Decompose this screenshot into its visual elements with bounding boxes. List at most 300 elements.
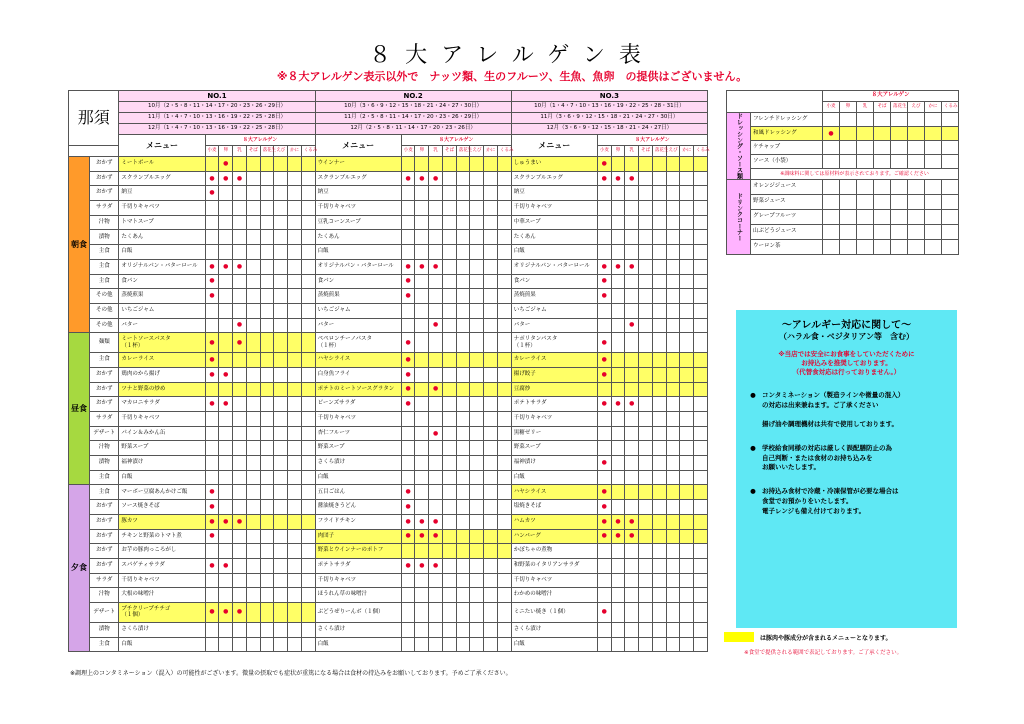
allergen-mark (301, 215, 315, 230)
allergen-mark (274, 544, 288, 559)
allergen-mark (625, 622, 639, 637)
allergen-mark (274, 201, 288, 216)
allergen-mark (415, 485, 429, 500)
allergen-mark (666, 441, 680, 456)
category-cell: 汁物 (90, 215, 119, 230)
allergen-mark (429, 274, 443, 289)
allergen-mark (288, 259, 302, 274)
table-row (69, 382, 708, 397)
allergen-mark (666, 500, 680, 515)
allergen-mark (652, 470, 666, 485)
table-row (69, 637, 708, 652)
allergen-mark (205, 470, 219, 485)
allergen-mark (639, 333, 653, 353)
allergen-mark (456, 274, 470, 289)
allergen-mark (694, 441, 708, 456)
allergen-mark (233, 622, 247, 637)
allergen-mark (484, 230, 498, 245)
side-row (727, 180, 959, 195)
allergen-mark (666, 637, 680, 652)
allergen-mark (205, 426, 219, 441)
allergen-mark (288, 303, 302, 318)
allergen-mark (246, 333, 260, 353)
menu-item: 白飯 (315, 637, 401, 652)
allergen-mark (274, 245, 288, 260)
allergen-mark (415, 412, 429, 427)
allergen-mark (301, 289, 315, 304)
allergen-mark (874, 195, 891, 210)
allergen-mark (666, 470, 680, 485)
allergen-mark (908, 240, 925, 255)
allergen-mark (288, 245, 302, 260)
menu-item: 蒸焼煎果 (119, 289, 205, 304)
allergen-mark (611, 544, 625, 559)
allergen-mark (484, 637, 498, 652)
allergen-mark (625, 274, 639, 289)
allergen-mark (233, 485, 247, 500)
table-row (69, 412, 708, 427)
allergen-mark (205, 588, 219, 603)
menu-item: いちごジャム (119, 303, 205, 318)
allergen-name: くるみ (301, 146, 315, 157)
allergen-mark (497, 367, 511, 382)
allergen-mark (874, 180, 891, 195)
info-subheading: （ハラル食・ベジタリアン等 含む） (778, 332, 915, 341)
allergen-mark (639, 382, 653, 397)
allergen-mark (415, 318, 429, 333)
allergen-mark (484, 588, 498, 603)
allergen-mark (597, 544, 611, 559)
allergen-mark (205, 303, 219, 318)
allergen-mark (415, 622, 429, 637)
allergen-mark (401, 303, 415, 318)
allergen-mark: ● (429, 514, 443, 529)
allergen-mark (233, 412, 247, 427)
allergen-mark (497, 500, 511, 515)
date-row (69, 124, 708, 135)
allergen-mark (857, 210, 874, 225)
allergen-mark (442, 544, 456, 559)
allergen-mark (470, 426, 484, 441)
allergen-mark (456, 426, 470, 441)
menu-header: メニュー (315, 135, 401, 157)
allergen-mark (908, 141, 925, 155)
allergen-mark (301, 573, 315, 588)
allergen-mark (652, 245, 666, 260)
allergen-mark (694, 470, 708, 485)
menu-item: ぶどうぜりーんボ（１個） (315, 602, 401, 622)
allergen-mark (680, 573, 694, 588)
allergen-mark (823, 225, 840, 240)
table-row (69, 558, 708, 573)
allergen-mark (274, 573, 288, 588)
side-row (727, 113, 959, 127)
allergen-mark: ● (625, 529, 639, 544)
allergen-mark (456, 230, 470, 245)
allergen-mark (233, 230, 247, 245)
allergen-mark (840, 225, 857, 240)
allergen-mark (401, 588, 415, 603)
allergen-mark (233, 397, 247, 412)
menu-dates: 12月（1・4・7・10・13・16・19・22・25・28日） (119, 124, 315, 135)
allergen-mark (288, 274, 302, 289)
allergen-mark (639, 215, 653, 230)
menu-item: 鶏肉のから揚げ (119, 367, 205, 382)
allergen-mark: ● (205, 485, 219, 500)
allergen-mark (680, 441, 694, 456)
allergen-mark: ● (401, 259, 415, 274)
allergen-mark (639, 303, 653, 318)
side-note-row (727, 169, 959, 180)
allergen-mark (840, 180, 857, 195)
allergen-mark (652, 514, 666, 529)
side-allergen-header: ８大アレルゲン (823, 91, 959, 102)
allergen-mark (429, 622, 443, 637)
allergen-mark (456, 573, 470, 588)
allergen-mark (891, 155, 908, 169)
allergen-mark (680, 274, 694, 289)
allergen-mark (470, 456, 484, 471)
allergen-mark (497, 426, 511, 441)
allergen-mark (301, 274, 315, 289)
allergen-mark (233, 186, 247, 201)
allergen-mark (301, 367, 315, 382)
allergen-mark (666, 529, 680, 544)
allergen-mark (401, 318, 415, 333)
allergen-mark (925, 210, 942, 225)
allergen-mark (666, 397, 680, 412)
allergen-mark (497, 230, 511, 245)
allergen-mark (470, 637, 484, 652)
allergen-mark (652, 201, 666, 216)
allergen-name: 乳 (625, 146, 639, 157)
category-cell: おかず (90, 558, 119, 573)
allergen-mark (652, 529, 666, 544)
allergen-mark (246, 588, 260, 603)
allergen-mark (205, 622, 219, 637)
allergen-mark (639, 441, 653, 456)
allergen-mark (219, 544, 233, 559)
allergen-name: くるみ (942, 102, 959, 113)
allergen-mark (639, 588, 653, 603)
allergen-mark (680, 558, 694, 573)
allergen-mark (611, 230, 625, 245)
allergen-mark (301, 622, 315, 637)
side-header-row (727, 91, 959, 102)
allergen-mark (456, 215, 470, 230)
allergen-mark (260, 573, 274, 588)
allergen-mark (246, 485, 260, 500)
allergen-mark (908, 210, 925, 225)
menu-item: 千切りキャベツ (315, 412, 401, 427)
allergen-mark: ● (219, 259, 233, 274)
allergen-mark (694, 333, 708, 353)
allergen-mark (611, 573, 625, 588)
allergen-mark (274, 514, 288, 529)
category-cell: おかず (90, 500, 119, 515)
allergen-mark (442, 274, 456, 289)
allergen-mark (219, 622, 233, 637)
allergen-mark (415, 367, 429, 382)
allergen-mark (401, 426, 415, 441)
allergen-mark (456, 441, 470, 456)
allergen-mark (484, 245, 498, 260)
allergen-mark (288, 333, 302, 353)
allergen-name: 卵 (840, 102, 857, 113)
allergen-mark (625, 333, 639, 353)
allergen-mark (666, 426, 680, 441)
allergen-mark (415, 333, 429, 353)
allergen-mark (497, 441, 511, 456)
info-item (744, 391, 949, 430)
allergen-mark (652, 318, 666, 333)
allergen-mark (415, 426, 429, 441)
category-cell: サラダ (90, 412, 119, 427)
allergen-mark (288, 426, 302, 441)
allergen-mark (639, 397, 653, 412)
category-cell: 主食 (90, 274, 119, 289)
allergen-mark (288, 367, 302, 382)
menu-item: ミートソースパスタ （１杯） (119, 333, 205, 353)
allergen-mark: ● (597, 397, 611, 412)
allergen-name: 乳 (233, 146, 247, 157)
allergen-name: かに (680, 146, 694, 157)
allergen-mark (219, 353, 233, 368)
allergen-mark (497, 470, 511, 485)
allergen-mark: ● (205, 333, 219, 353)
allergen-mark (442, 500, 456, 515)
allergen-mark (891, 113, 908, 127)
allergen-mark (625, 215, 639, 230)
allergen-mark (611, 318, 625, 333)
allergen-mark (429, 588, 443, 603)
allergen-mark (666, 353, 680, 368)
allergen-mark (470, 529, 484, 544)
allergen-mark (694, 544, 708, 559)
allergen-mark (470, 303, 484, 318)
allergen-mark (840, 141, 857, 155)
allergen-mark (246, 426, 260, 441)
allergen-mark (857, 195, 874, 210)
allergen-mark (301, 186, 315, 201)
allergen-mark (680, 500, 694, 515)
menu-item: オリジナルパン・バターロール (315, 259, 401, 274)
allergen-mark (219, 500, 233, 515)
menu-item: 五目ごはん (315, 485, 401, 500)
allergen-mark (442, 186, 456, 201)
allergen-mark (456, 289, 470, 304)
allergen-mark (823, 113, 840, 127)
allergen-mark (415, 186, 429, 201)
allergen-mark (639, 412, 653, 427)
menu-item: 白飯 (119, 470, 205, 485)
category-cell: おかず (90, 544, 119, 559)
menu-item: チキンと野菜のトマト煮 (119, 529, 205, 544)
allergen-mark: ● (429, 382, 443, 397)
allergen-mark (429, 215, 443, 230)
allergen-mark (611, 470, 625, 485)
allergen-mark (415, 588, 429, 603)
allergen-mark (288, 441, 302, 456)
allergen-mark (497, 382, 511, 397)
allergen-mark (219, 485, 233, 500)
allergen-mark (260, 485, 274, 500)
allergen-mark (301, 230, 315, 245)
allergen-mark (456, 456, 470, 471)
allergen-mark (470, 367, 484, 382)
allergen-mark (942, 240, 959, 255)
allergen-mark (639, 514, 653, 529)
allergen-mark (694, 382, 708, 397)
menu-dates: 12月（2・5・8・11・14・17・20・23・26日） (315, 124, 511, 135)
allergen-mark (639, 602, 653, 622)
allergen-mark (497, 529, 511, 544)
menu-item: 和野菜のイタリアンサラダ (511, 558, 597, 573)
allergen-mark (625, 456, 639, 471)
allergen-mark (666, 215, 680, 230)
allergen-mark (652, 456, 666, 471)
allergen-mark (274, 230, 288, 245)
allergen-mark (484, 514, 498, 529)
menu-item: 福神漬け (119, 456, 205, 471)
menu-item: ナポリタンパスタ （１杯） (511, 333, 597, 353)
allergen-mark (246, 274, 260, 289)
allergen-mark (597, 622, 611, 637)
allergen-mark (442, 259, 456, 274)
allergen-mark (429, 602, 443, 622)
category-cell: おかず (90, 367, 119, 382)
allergen-mark (260, 186, 274, 201)
side-allergen-table (726, 90, 959, 255)
allergen-mark (246, 259, 260, 274)
allergen-mark (694, 353, 708, 368)
allergen-mark: ● (597, 259, 611, 274)
info-heading: ～アレルギー対応に関して～ (781, 320, 912, 331)
allergen-mark: ● (401, 333, 415, 353)
allergen-mark (484, 573, 498, 588)
allergen-mark (442, 602, 456, 622)
allergen-mark (625, 367, 639, 382)
allergen-mark (233, 367, 247, 382)
allergen-mark (260, 456, 274, 471)
allergen-mark: ● (205, 529, 219, 544)
menu-item: 野菜スープ (315, 441, 401, 456)
allergen-mark (415, 245, 429, 260)
allergen-mark (484, 544, 498, 559)
allergen-mark (288, 289, 302, 304)
allergen-mark (694, 514, 708, 529)
allergen-mark (666, 602, 680, 622)
allergen-mark (680, 426, 694, 441)
allergen-mark: ● (219, 602, 233, 622)
allergen-mark (652, 500, 666, 515)
side-row (727, 210, 959, 225)
info-red-notice: ※当店では安全にお食事をしていただくために お持込みを推奨しております。 （代替食対応は行っておりません。） (778, 349, 915, 376)
allergen-mark (625, 157, 639, 172)
allergen-mark (597, 573, 611, 588)
category-cell: サラダ (90, 573, 119, 588)
allergen-mark (666, 289, 680, 304)
allergen-mark (456, 157, 470, 172)
allergen-mark (456, 382, 470, 397)
allergen-name: くるみ (694, 146, 708, 157)
category-cell: おかず (90, 514, 119, 529)
allergen-mark (694, 637, 708, 652)
allergen-mark (401, 186, 415, 201)
allergen-mark (611, 456, 625, 471)
allergen-mark (497, 186, 511, 201)
allergen-mark (260, 215, 274, 230)
table-row (69, 397, 708, 412)
allergen-mark (233, 382, 247, 397)
allergen-mark (442, 289, 456, 304)
allergen-mark (484, 602, 498, 622)
menu-item: 千切りキャベツ (119, 201, 205, 216)
allergen-mark (301, 397, 315, 412)
bullet-icon: ● (750, 390, 756, 399)
allergen-mark (233, 353, 247, 368)
allergen-mark (274, 622, 288, 637)
allergen-mark (401, 215, 415, 230)
allergen-mark (891, 240, 908, 255)
menu-item: ハヤシライス (511, 485, 597, 500)
allergen-mark (442, 318, 456, 333)
allergen-mark (694, 622, 708, 637)
allergen-mark (652, 367, 666, 382)
allergen-mark: ● (401, 171, 415, 186)
allergen-mark (470, 441, 484, 456)
allergen-mark (625, 186, 639, 201)
category-cell: おかず (90, 157, 119, 172)
allergen-mark (652, 441, 666, 456)
allergen-name: そば (874, 102, 891, 113)
allergen-mark: ● (205, 500, 219, 515)
side-item: フレンチドレッシング (751, 113, 823, 127)
allergen-mark (301, 303, 315, 318)
allergen-mark (857, 225, 874, 240)
allergen-mark (415, 456, 429, 471)
table-row (69, 588, 708, 603)
allergen-mark (497, 171, 511, 186)
menu-item: マカロニサラダ (119, 397, 205, 412)
allergen-mark (470, 544, 484, 559)
allergen-mark (442, 456, 456, 471)
allergen-mark (470, 215, 484, 230)
allergen-mark (497, 259, 511, 274)
allergen-mark (694, 558, 708, 573)
allergen-mark (470, 397, 484, 412)
allergen-mark (246, 529, 260, 544)
allergen-name: かに (288, 146, 302, 157)
allergen-mark (274, 602, 288, 622)
menu-item: ビーンズサラダ (315, 397, 401, 412)
allergen-name: えび (470, 146, 484, 157)
allergen-mark (246, 201, 260, 216)
allergen-mark (925, 240, 942, 255)
allergen-mark (840, 195, 857, 210)
allergen-mark (611, 382, 625, 397)
menu-item: ツナと野菜の炒め (119, 382, 205, 397)
allergen-mark (288, 412, 302, 427)
allergen-mark (611, 622, 625, 637)
allergen-mark (652, 274, 666, 289)
menu-item: 中華スープ (511, 215, 597, 230)
allergen-mark (246, 441, 260, 456)
allergen-mark (288, 622, 302, 637)
table-row (69, 157, 708, 172)
allergen-mark (823, 195, 840, 210)
blank-cell (727, 91, 823, 113)
